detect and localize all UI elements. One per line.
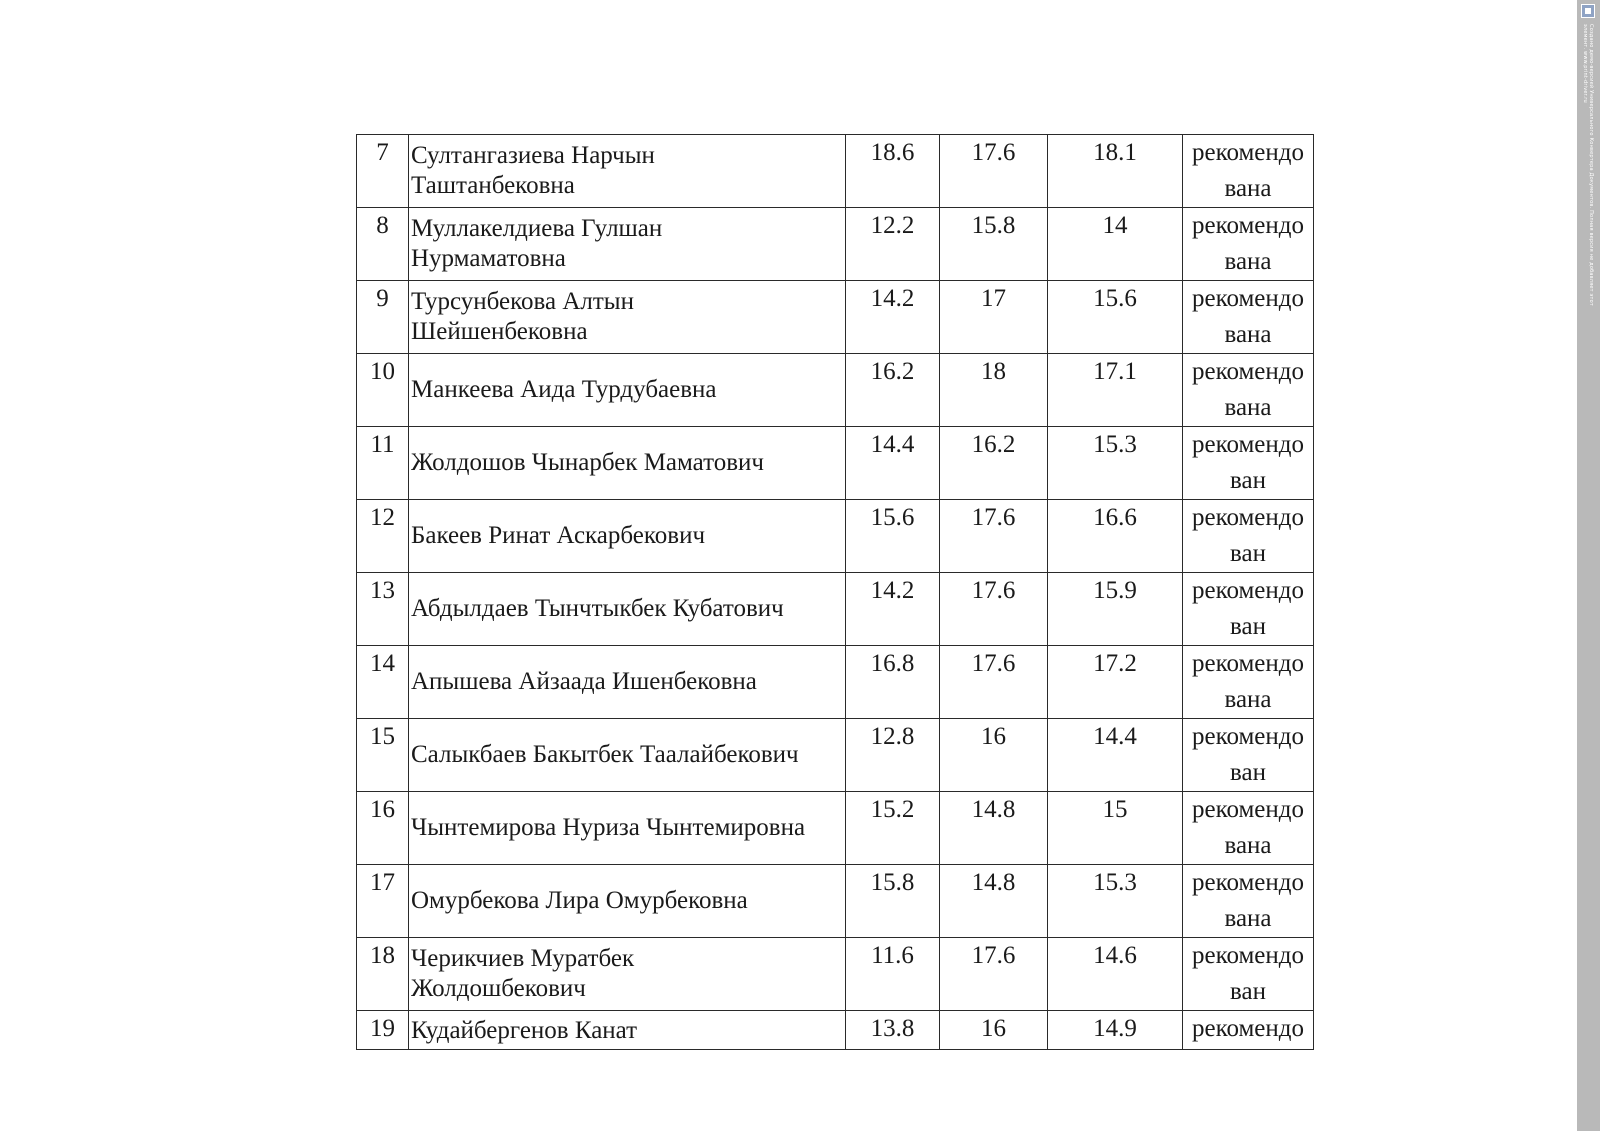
score-1: 11.6 xyxy=(871,942,914,969)
status-line: рекомендо xyxy=(1191,504,1304,531)
status-line: ван xyxy=(1230,978,1266,1005)
average-score: 14.4 xyxy=(1093,723,1137,750)
table-row xyxy=(357,135,1314,208)
average-score: 14 xyxy=(1102,212,1128,239)
status-cell xyxy=(1183,792,1314,865)
score-1: 16.8 xyxy=(870,650,915,677)
score-1-cell xyxy=(846,1011,940,1050)
row-number: 18 xyxy=(370,942,395,969)
student-name-line: Омурбекова Лира Омурбековна xyxy=(411,887,748,914)
score-2: 14.8 xyxy=(971,796,1016,823)
table-row xyxy=(357,938,1314,1011)
table-row xyxy=(357,792,1314,865)
student-name-cell xyxy=(409,208,846,281)
average-score: 16.6 xyxy=(1093,504,1137,531)
student-name-line: Шейшенбековна xyxy=(411,318,588,345)
row-number-cell xyxy=(357,135,409,208)
score-2: 16.2 xyxy=(971,431,1016,458)
average-score: 18.1 xyxy=(1093,139,1137,166)
score-2: 17.6 xyxy=(971,650,1016,677)
student-name xyxy=(411,427,845,481)
row-number: 7 xyxy=(376,139,389,166)
row-number-cell xyxy=(357,719,409,792)
student-name-line: Жолдошов Чынарбек Маматович xyxy=(411,449,764,476)
average-score-cell xyxy=(1048,427,1183,500)
score-2-cell xyxy=(940,865,1048,938)
average-score: 15.3 xyxy=(1093,869,1137,896)
score-2-cell xyxy=(940,427,1048,500)
score-2-cell xyxy=(940,135,1048,208)
status-cell xyxy=(1183,719,1314,792)
status-line: рекомендо xyxy=(1191,650,1304,677)
average-score-cell xyxy=(1048,865,1183,938)
student-name-cell xyxy=(409,281,846,354)
status-line: рекомендо xyxy=(1191,285,1304,312)
status-line: ван xyxy=(1230,613,1266,640)
score-2: 17 xyxy=(981,285,1006,312)
average-score-cell xyxy=(1048,1011,1183,1050)
score-2-cell xyxy=(940,719,1048,792)
score-2-cell xyxy=(940,938,1048,1011)
row-number: 8 xyxy=(376,212,389,239)
score-2-cell xyxy=(940,1011,1048,1050)
score-2-cell xyxy=(940,646,1048,719)
score-1-cell xyxy=(846,135,940,208)
student-name-line: Жолдошбекович xyxy=(411,975,586,1002)
row-number: 19 xyxy=(370,1015,395,1042)
status-line: вана xyxy=(1224,905,1272,932)
score-1: 15.2 xyxy=(870,796,915,823)
status-cell xyxy=(1183,1011,1314,1050)
average-score-cell xyxy=(1048,208,1183,281)
score-2: 17.6 xyxy=(971,942,1016,969)
score-2: 17.6 xyxy=(971,139,1016,166)
average-score-cell xyxy=(1048,719,1183,792)
status-line: ван xyxy=(1230,759,1266,786)
score-1: 14.4 xyxy=(870,431,915,458)
row-number-cell xyxy=(357,1011,409,1050)
average-score-cell xyxy=(1048,573,1183,646)
student-name-line: Султангазиева Нарчын xyxy=(411,142,655,169)
row-number: 11 xyxy=(370,431,395,458)
score-1-cell xyxy=(846,573,940,646)
average-score: 15.9 xyxy=(1093,577,1137,604)
status-line: рекомендо xyxy=(1191,1015,1304,1042)
score-2: 16 xyxy=(981,723,1006,750)
status-cell xyxy=(1183,938,1314,1011)
status-line: рекомендо xyxy=(1191,139,1304,166)
student-name-cell xyxy=(409,354,846,427)
average-score-cell xyxy=(1048,938,1183,1011)
status-cell xyxy=(1183,354,1314,427)
row-number-cell xyxy=(357,500,409,573)
status-cell xyxy=(1183,646,1314,719)
student-name-cell xyxy=(409,573,846,646)
student-name-line: Кудайбергенов Канат xyxy=(411,1017,638,1044)
student-name-cell xyxy=(409,865,846,938)
score-1: 12.2 xyxy=(870,212,915,239)
score-1: 18.6 xyxy=(870,139,915,166)
status-line: рекомендо xyxy=(1191,723,1304,750)
row-number: 9 xyxy=(376,285,389,312)
score-1-cell xyxy=(846,354,940,427)
results-table xyxy=(356,134,1314,1050)
average-score-cell xyxy=(1048,646,1183,719)
status-line: вана xyxy=(1224,321,1272,348)
average-score: 15.3 xyxy=(1093,431,1137,458)
student-name-line: Муллакелдиева Гулшан xyxy=(411,215,663,242)
status-line: вана xyxy=(1224,686,1272,713)
student-name-cell xyxy=(409,500,846,573)
row-number-cell xyxy=(357,427,409,500)
table-row xyxy=(357,646,1314,719)
score-2-cell xyxy=(940,208,1048,281)
student-name xyxy=(411,792,845,846)
average-score-cell xyxy=(1048,792,1183,865)
status-cell xyxy=(1183,573,1314,646)
score-2: 16 xyxy=(981,1015,1006,1042)
score-2: 17.6 xyxy=(971,577,1016,604)
student-name xyxy=(411,938,845,1004)
table-row xyxy=(357,500,1314,573)
score-1: 16.2 xyxy=(870,358,915,385)
status-line: вана xyxy=(1224,832,1272,859)
student-name xyxy=(411,1011,845,1049)
student-name-line: Салыкбаев Бакытбек Таалайбекович xyxy=(411,741,799,768)
row-number-cell xyxy=(357,573,409,646)
row-number-cell xyxy=(357,938,409,1011)
status-cell xyxy=(1183,281,1314,354)
row-number: 15 xyxy=(370,723,395,750)
row-number-cell xyxy=(357,646,409,719)
student-name xyxy=(411,865,845,919)
student-name-cell xyxy=(409,646,846,719)
demo-watermark-text: Создано демо-версией Универсального Конвертера Документов. Полная версия не добавляет этот элемент. www.print-driver.ru xyxy=(1582,24,1594,306)
score-1: 14.2 xyxy=(870,285,915,312)
student-name-line: Черикчиев Муратбек xyxy=(411,945,635,972)
status-line: рекомендо xyxy=(1191,212,1304,239)
student-name-line: Апышева Айзаада Ишенбековна xyxy=(411,668,757,695)
average-score: 15 xyxy=(1102,796,1128,823)
row-number-cell xyxy=(357,281,409,354)
score-1-cell xyxy=(846,865,940,938)
row-number: 10 xyxy=(370,358,395,385)
status-line: рекомендо xyxy=(1191,796,1304,823)
status-line: ван xyxy=(1230,467,1266,494)
score-1-cell xyxy=(846,208,940,281)
status-cell xyxy=(1183,427,1314,500)
score-2-cell xyxy=(940,281,1048,354)
average-score: 15.6 xyxy=(1093,285,1137,312)
table-row xyxy=(357,354,1314,427)
results-table-body xyxy=(357,135,1314,1050)
status-line: вана xyxy=(1224,248,1272,275)
score-1-cell xyxy=(846,427,940,500)
student-name-cell xyxy=(409,719,846,792)
status-line: рекомендо xyxy=(1191,358,1304,385)
student-name-cell xyxy=(409,1011,846,1050)
average-score: 17.1 xyxy=(1093,358,1137,385)
table-row xyxy=(357,1011,1314,1050)
status-line: рекомендо xyxy=(1191,869,1304,896)
student-name xyxy=(411,281,845,347)
converter-logo-icon xyxy=(1581,4,1595,18)
student-name-line: Абдылдаев Тынчтыкбек Кубатович xyxy=(411,595,784,622)
average-score: 17.2 xyxy=(1093,650,1137,677)
student-name-line: Манкеева Аида Турдубаевна xyxy=(411,376,717,403)
student-name-line: Турсунбекова Алтын xyxy=(411,288,634,315)
table-row xyxy=(357,573,1314,646)
row-number: 12 xyxy=(370,504,395,531)
score-2-cell xyxy=(940,354,1048,427)
status-cell xyxy=(1183,500,1314,573)
status-line: вана xyxy=(1224,394,1272,421)
score-1: 15.8 xyxy=(870,869,915,896)
row-number-cell xyxy=(357,865,409,938)
student-name-cell xyxy=(409,135,846,208)
student-name-line: Чынтемирова Нуриза Чынтемировна xyxy=(411,814,806,841)
status-line: вана xyxy=(1224,175,1272,202)
student-name-cell xyxy=(409,427,846,500)
score-1-cell xyxy=(846,938,940,1011)
score-1: 13.8 xyxy=(870,1015,915,1042)
score-1: 12.8 xyxy=(870,723,915,750)
score-1: 14.2 xyxy=(870,577,915,604)
score-2: 18 xyxy=(981,358,1006,385)
student-name xyxy=(411,500,845,554)
score-2-cell xyxy=(940,500,1048,573)
student-name-line: Таштанбековна xyxy=(411,172,575,199)
row-number-cell xyxy=(357,208,409,281)
row-number: 14 xyxy=(370,650,395,677)
score-2-cell xyxy=(940,573,1048,646)
average-score-cell xyxy=(1048,354,1183,427)
student-name-line: Нурмаматовна xyxy=(411,245,566,272)
table-row xyxy=(357,865,1314,938)
table-row xyxy=(357,719,1314,792)
row-number: 17 xyxy=(370,869,395,896)
score-2-cell xyxy=(940,792,1048,865)
score-2: 15.8 xyxy=(971,212,1016,239)
score-2: 17.6 xyxy=(971,504,1016,531)
table-row xyxy=(357,427,1314,500)
average-score-cell xyxy=(1048,281,1183,354)
row-number-cell xyxy=(357,792,409,865)
score-2: 14.8 xyxy=(971,869,1016,896)
score-1-cell xyxy=(846,646,940,719)
student-name xyxy=(411,573,845,627)
average-score-cell xyxy=(1048,500,1183,573)
student-name-cell xyxy=(409,792,846,865)
status-cell xyxy=(1183,135,1314,208)
average-score: 14.6 xyxy=(1093,942,1137,969)
score-1-cell xyxy=(846,792,940,865)
status-cell xyxy=(1183,208,1314,281)
student-name xyxy=(411,646,845,700)
status-line: рекомендо xyxy=(1191,942,1304,969)
average-score-cell xyxy=(1048,135,1183,208)
row-number-cell xyxy=(357,354,409,427)
score-1: 15.6 xyxy=(870,504,915,531)
status-line: рекомендо xyxy=(1191,431,1304,458)
row-number: 16 xyxy=(370,796,395,823)
table-row xyxy=(357,208,1314,281)
student-name-line: Бакеев Ринат Аскарбекович xyxy=(411,522,706,549)
student-name xyxy=(411,719,845,773)
student-name xyxy=(411,208,845,274)
status-line: рекомендо xyxy=(1191,577,1304,604)
score-1-cell xyxy=(846,281,940,354)
student-name xyxy=(411,135,845,201)
status-line: ван xyxy=(1230,540,1266,567)
table-row xyxy=(357,281,1314,354)
student-name xyxy=(411,354,845,408)
score-1-cell xyxy=(846,719,940,792)
score-1-cell xyxy=(846,500,940,573)
average-score: 14.9 xyxy=(1093,1015,1137,1042)
student-name-cell xyxy=(409,938,846,1011)
row-number: 13 xyxy=(370,577,395,604)
status-cell xyxy=(1183,865,1314,938)
